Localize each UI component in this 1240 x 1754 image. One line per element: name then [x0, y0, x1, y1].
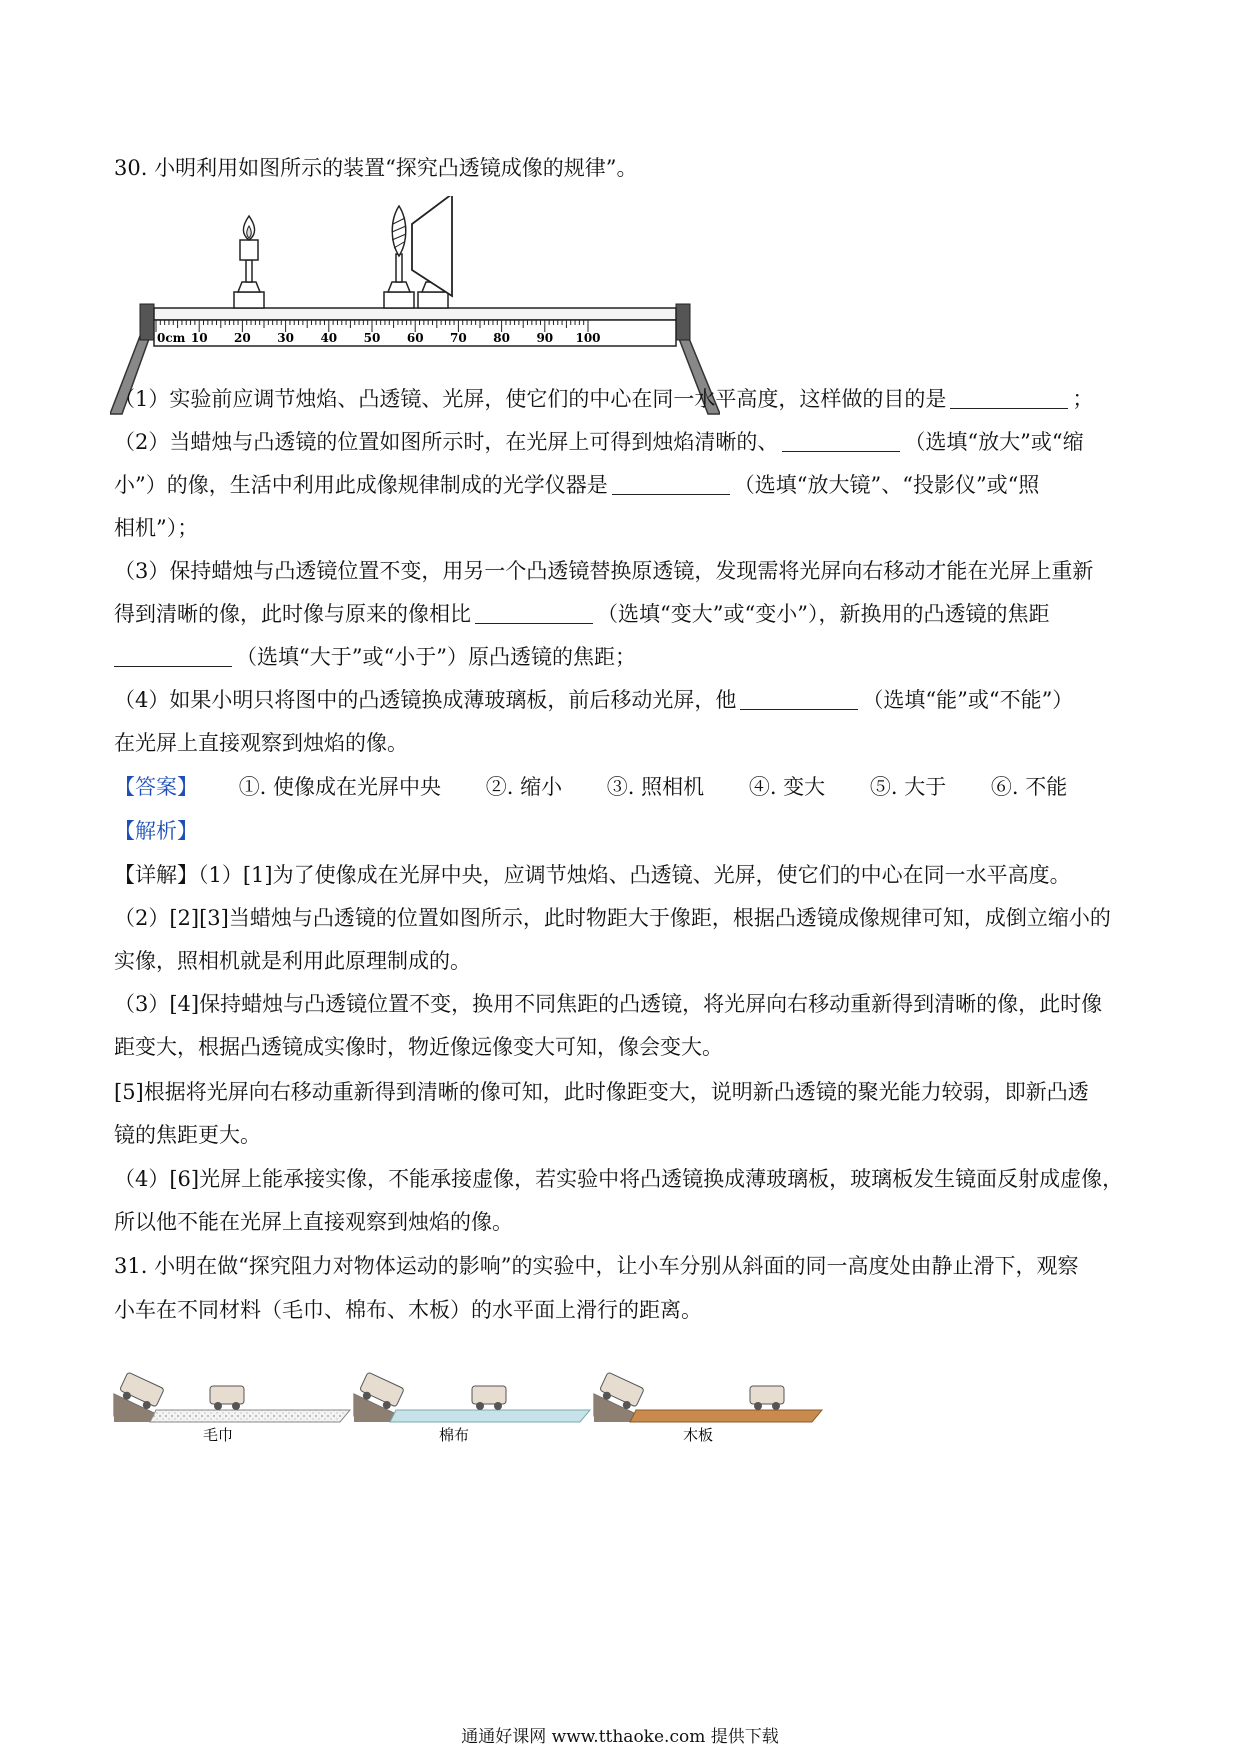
- ramp-wood: [594, 1372, 822, 1444]
- answer-line: [114, 773, 1105, 801]
- ruler-tick-label: 20: [234, 331, 251, 345]
- q30-part3-end: （选填“大于”或“小于”）原凸透镜的焦距；: [114, 643, 636, 671]
- explain-2: （2）[2][3]当蜡烛与凸透镜的位置如图所示，此时物距大于像距，根据凸透镜成像规律可知，成倒立缩小的: [114, 906, 1111, 930]
- q30-part4-end: 在光屏上直接观察到烛焰的像。: [114, 731, 408, 755]
- light-screen: [412, 196, 452, 308]
- answer-blank[interactable]: [782, 431, 900, 452]
- ramp-cotton: [354, 1372, 590, 1444]
- answer-item: ④. 变大: [748, 775, 826, 799]
- answer-blank[interactable]: [114, 646, 232, 667]
- detail-label: 【详解】: [114, 863, 198, 887]
- ruler-tick-label: 10: [190, 331, 208, 345]
- answer-item: ⑤. 大于: [869, 775, 947, 799]
- ramp-figures: [110, 1348, 910, 1444]
- explain-6-cont: 所以他不能在光屏上直接观察到烛焰的像。: [114, 1210, 513, 1234]
- ruler-tick-label: 90: [536, 331, 554, 345]
- q30-part4: （4）如果小明只将图中的凸透镜换成薄玻璃板，前后移动光屏，他 （选填“能”或“不能”）: [114, 688, 1074, 712]
- answer-item: ②. 缩小: [485, 775, 563, 799]
- explain-3-cont: 距变大，根据凸透镜成实像时，物近像远像变大可知，像会变大。: [114, 1035, 723, 1059]
- answer-blank[interactable]: [740, 689, 858, 710]
- ruler-tick-label: 40: [320, 331, 338, 345]
- q30-part2-cont: 小”）的像，生活中利用此成像规律制成的光学仪器是 （选填“放大镜”、“投影仪”或“照: [114, 473, 1040, 497]
- q30-part2: （2）当蜡烛与凸透镜的位置如图所示时，在光屏上可得到烛焰清晰的、 （选填“放大”或“缩: [114, 430, 1084, 454]
- explain-2-cont: 实像，照相机就是利用此原理制成的。: [114, 949, 471, 973]
- page-footer: 通通好课网 www.tthaoke.com 提供下载: [461, 1727, 779, 1747]
- candle: [234, 216, 264, 308]
- answer-item: ⑥. 不能: [990, 775, 1068, 799]
- explain-6: （4）[6]光屏上能承接实像，不能承接虚像，若实验中将凸透镜换成薄玻璃板，玻璃板发生镜面反射成虚像，: [114, 1167, 1124, 1191]
- answer-blank[interactable]: [612, 474, 730, 495]
- ruler-tick-label: 30: [277, 331, 294, 345]
- ruler-tick-label: 80: [493, 331, 510, 345]
- ruler-tick-label: 70: [450, 331, 467, 345]
- ramp-towel: [114, 1372, 350, 1444]
- explain-5-cont: 镜的焦距更大。: [114, 1123, 261, 1147]
- q30-part2-end: 相机”）；: [114, 516, 199, 540]
- q30-part1: （1）实验前应调节烛焰、凸透镜、光屏，使它们的中心在同一水平高度，这样做的目的是 ；: [114, 387, 1094, 411]
- q30-part3: （3）保持蜡烛与凸透镜位置不变，用另一个凸透镜替换原透镜，发现需将光屏向右移动才能在光屏上重新: [114, 559, 1094, 583]
- q30-part3-cont: 得到清晰的像，此时像与原来的像相比 （选填“变大”或“变小”），新换用的凸透镜的焦距: [114, 602, 1050, 626]
- analysis-label: 【解析】: [114, 819, 198, 843]
- convex-lens: [384, 206, 414, 308]
- surface-label: 毛巾: [202, 1426, 234, 1444]
- surface-label: 木板: [682, 1426, 714, 1444]
- ruler-tick-label: 60: [406, 331, 424, 345]
- explain-3: （3）[4]保持蜡烛与凸透镜位置不变，换用不同焦距的凸透镜，将光屏向右移动重新得到清晰的像，此时像: [114, 992, 1103, 1016]
- answer-blank[interactable]: [950, 388, 1068, 409]
- ruler-tick-label: 0cm: [157, 331, 186, 345]
- surface-label: 棉布: [438, 1426, 470, 1444]
- answer-label: 【答案】: [114, 775, 198, 799]
- q31-stem-cont: 小车在不同材料（毛巾、棉布、木板）的水平面上滑行的距离。: [114, 1298, 702, 1322]
- explain-5: [5]根据将光屏向右移动重新得到清晰的像可知，此时像距变大，说明新凸透镜的聚光能力较弱，即新凸透: [114, 1080, 1089, 1104]
- explain-1: 【详解】（1）[1]为了使像成在光屏中央，应调节烛焰、凸透镜、光屏，使它们的中心在同一水平高度。: [114, 863, 1071, 887]
- q31-stem: 31. 小明在做“探究阻力对物体运动的影响”的实验中，让小车分别从斜面的同一高度处由静止滑下，观察: [114, 1254, 1079, 1278]
- answer-item: ③. 照相机: [606, 775, 705, 799]
- answer-item: ①. 使像成在光屏中央: [238, 775, 442, 799]
- ruler-tick-label: 50: [363, 331, 381, 345]
- answer-blank[interactable]: [475, 603, 593, 624]
- ruler-tick-label: 100: [575, 331, 601, 345]
- q30-stem: 30. 小明利用如图所示的装置“探究凸透镜成像的规律”。: [114, 156, 638, 180]
